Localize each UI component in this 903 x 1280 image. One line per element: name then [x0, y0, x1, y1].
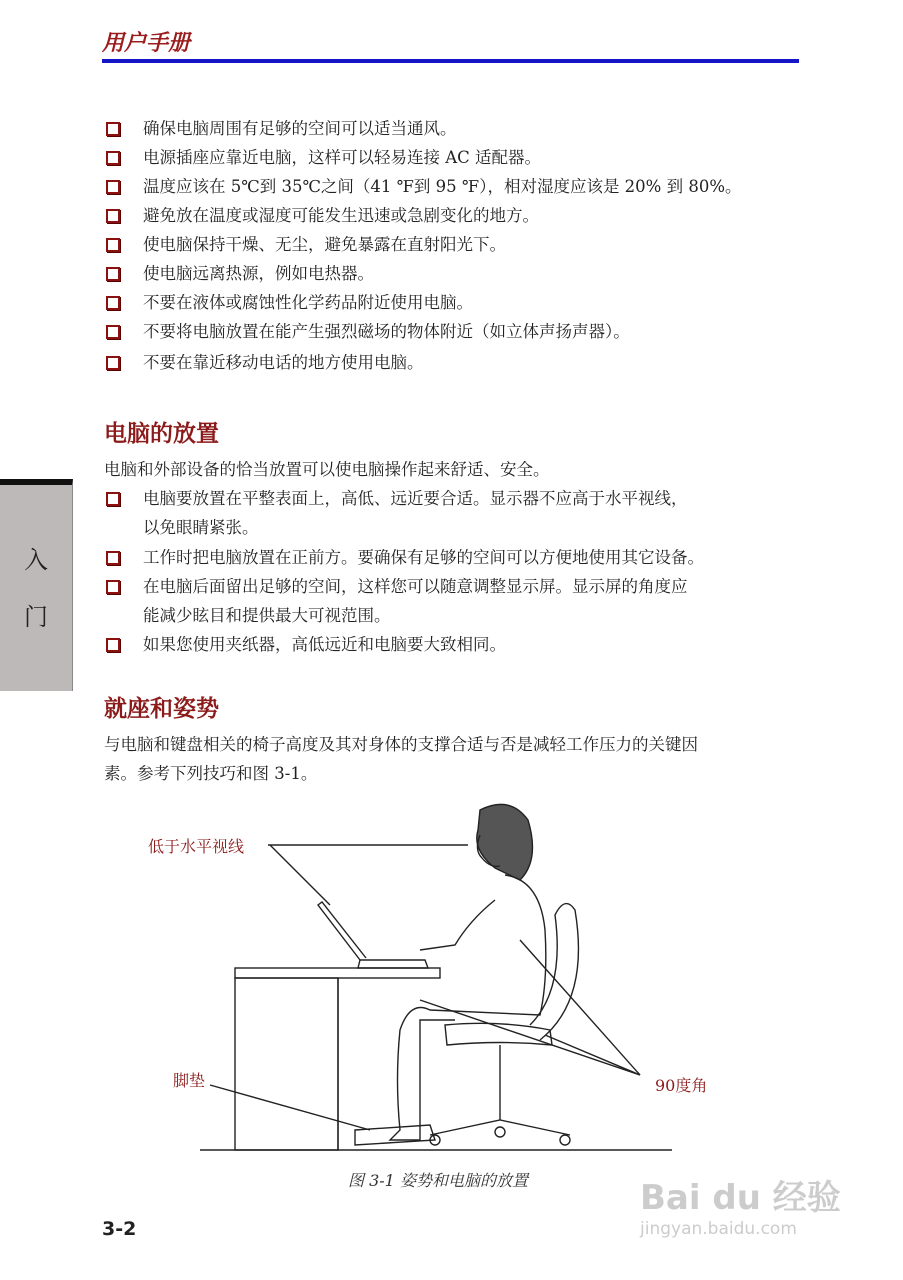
header-title: 用户手册 — [102, 31, 191, 56]
label-footrest: 脚垫 — [173, 1071, 206, 1090]
posture-line-1: 与电脑和键盘相关的椅子高度及其对身体的支撑合适与否是减轻工作压力的关键因 — [104, 735, 698, 754]
person-body — [390, 875, 546, 1140]
manual-page: 用户手册 确保电脑周围有足够的空间可以适当通风。 电源插座应靠近电脑，这样可以轻易连接 AC 适配器。 温度应该在 5℃到 35℃之间（41 ℉到 95 ℉），相对湿度应该是 20% 到 80%。 避免放在温度或湿度可能发生迅速或急剧变化的地方。 使电脑保持干燥、无尘，避免暴露在直射阳光下。 使电脑远离热源，例如电热器。 不要在液体或腐蚀性化学药品附近使用电脑。 不要将电脑放置在能产生强烈磁场的物体附近（如立体声扬声器）。 不要在靠近移动电话的地方使用电脑。 电脑的放置 电脑和外部设备的恰当放置可以使电脑操作起来舒适、安全。 电脑要放置在平整表面上，高低、远近要合适。显示器不应高于水平视线， 以免眼睛紧张。 工作时把电脑放置在正前方。要确保有足够的空间可以方便地使用其它设备。 在电脑后面留出足够的空间，这样您可以随意调整显示屏。显示屏的角度应 能减少眩目和提供最大可视范围。 如果您使用夹纸器，高低远近和电脑要大致相同。 就座和姿势 与电脑和键盘相关的椅子高度及其对身体的支撑合适与否是减轻工作压力的关键因 素。参考下列技巧和图 3-1。 入 门 低于水平视线 脚垫 90度角 图 3-1 姿势和电脑的放置 3-2 Bai du 经验 jingyan.baidu.com — [0, 0, 903, 1280]
person-arm — [420, 900, 495, 950]
footrest-pointer — [210, 1085, 370, 1130]
tab-char: 门 — [24, 603, 48, 631]
section-heading-placement: 电脑的放置 — [104, 421, 219, 447]
page-number: 3-2 — [102, 1218, 137, 1240]
desk-top — [235, 968, 440, 978]
figure-caption: 图 3-1 姿势和电脑的放置 — [348, 1171, 528, 1190]
label-below-eye-level: 低于水平视线 — [148, 837, 245, 856]
section-heading-posture: 就座和姿势 — [104, 696, 219, 722]
laptop-screen — [318, 902, 366, 960]
tab-char: 入 — [24, 546, 48, 574]
placement-intro: 电脑和外部设备的恰当放置可以使电脑操作起来舒适、安全。 — [104, 460, 550, 479]
desk-drawer — [235, 978, 338, 1150]
posture-line-2: 素。参考下列技巧和图 3-1。 — [104, 764, 318, 783]
laptop-base — [358, 960, 428, 968]
person-hair — [477, 804, 533, 880]
watermark-logo: Bai du 经验 jingyan.baidu.com — [640, 1178, 841, 1239]
chair-back — [530, 904, 578, 1040]
label-90-degree: 90度角 — [655, 1076, 708, 1095]
